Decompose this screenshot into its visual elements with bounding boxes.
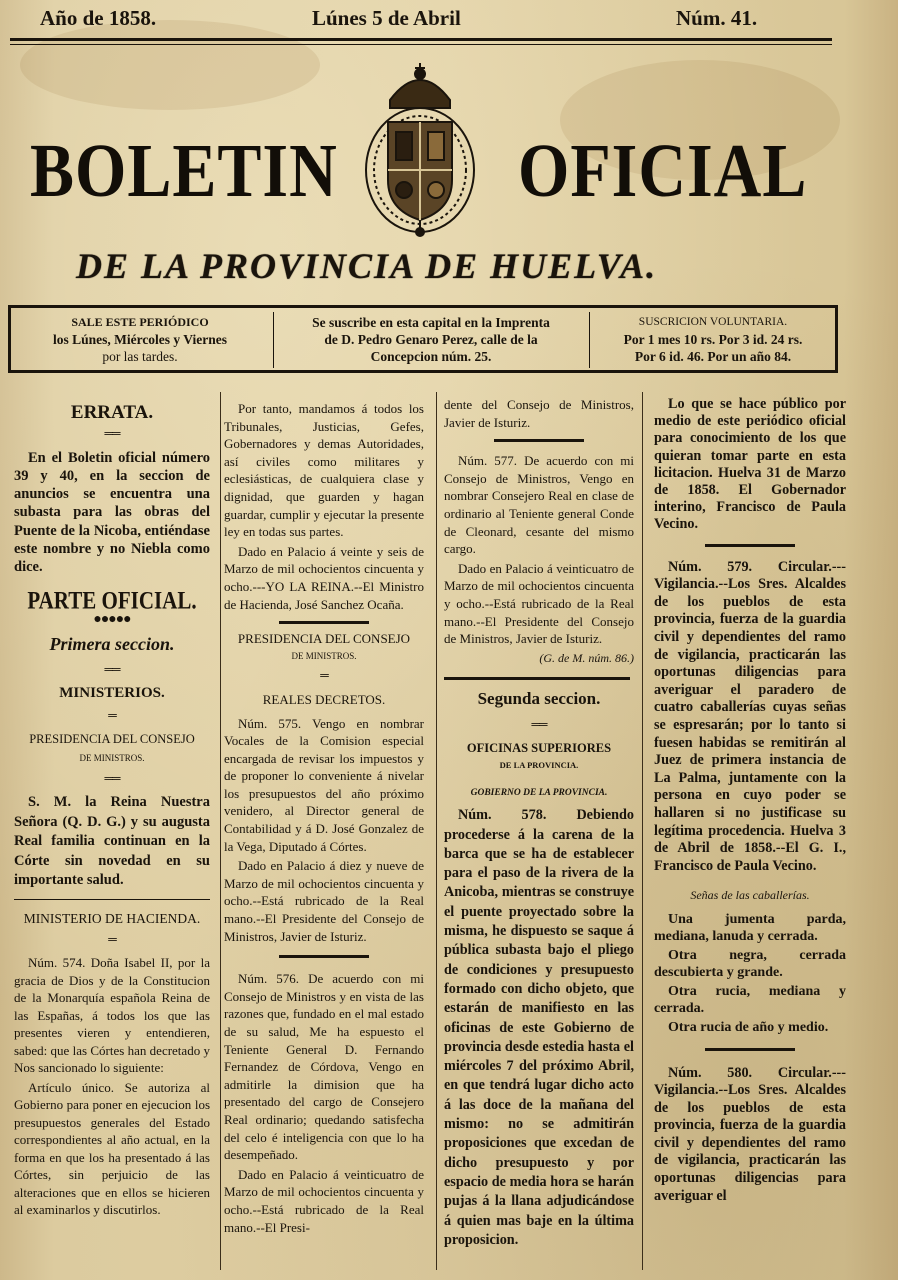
decree-576-signature: Dado en Palacio á veinticuatro de Marzo de mil ochocientos cincuenta y ocho.--Está rubricado de la Real mano.--El Presi-: [224, 1166, 424, 1235]
issue-number: Núm. 41.: [676, 6, 758, 30]
masthead-right: OFICIAL: [518, 129, 808, 214]
presidencia-heading-2: PRESIDENCIA DEL CONSEJO: [237, 631, 411, 647]
section-rule: [494, 439, 584, 442]
ornament: ═: [108, 708, 116, 723]
column-divider: [436, 392, 437, 1270]
ornament: ═: [108, 932, 116, 947]
column-1: [14, 400, 210, 1221]
decree-577-signature: Dado en Palacio á veinticuatro de Marzo de mil ochocientos cincuenta y ocho.--Está rubricado de la Real mano.--El Presidente del Consejo de Ministros, Javier de Isturiz.: [444, 560, 634, 647]
primera-seccion-heading: Primera seccion.: [49, 634, 175, 655]
issue-date: Lúnes 5 de Abril: [312, 6, 461, 30]
circular-579: Núm. 579. Circular.---Vigilancia.--Los Sres. Alcaldes de los pueblos de esta provincia, fuerza de la guardia civil y dependientes del ramo de vigilancia, practicarán las oportunas diligencias para averiguar el paradero de cuatro caballerías cuyas señas se espresarán; por lo tanto si fuesen habidas se remitirán al Juez de primera instancia de La Palma, juntamente con la persona en cuyo poder se hallaren si no justificase su legítima procedencia. Huelva 3 de Abril de 1858.--El G. I., Francisco de Paula Vecino.: [654, 558, 846, 874]
column-divider: [220, 392, 221, 1270]
subscription-infobox: [8, 305, 838, 373]
gobierno-heading: GOBIERNO DE LA PROVINCIA.: [470, 787, 608, 798]
ornament: ●●●●●: [93, 611, 131, 627]
column-4: [654, 396, 846, 1207]
animal-description-4: Otra rucia de año y medio.: [668, 1019, 829, 1035]
column-divider: [642, 392, 643, 1270]
reales-decretos-heading: REALES DECRETOS.: [262, 691, 386, 707]
oficinas-subheading: DE LA PROVINCIA.: [499, 760, 579, 771]
header-rule-thin: [10, 44, 832, 45]
masthead-left: BOLETIN: [30, 129, 338, 214]
circular-580: Núm. 580. Circular.---Vigilancia.--Los Sres. Alcaldes de los pueblos de esta provincia, fuerza de la guardia civil y dependientes del ramo de vigilancia, practicarán las oportunas diligencias para averiguar el: [654, 1064, 846, 1204]
ministerios-heading: MINISTERIOS.: [59, 684, 165, 701]
parte-oficial-heading: PARTE OFICIAL.: [27, 585, 197, 615]
masthead-subtitle: DE LA PROVINCIA DE HUELVA.: [76, 246, 658, 286]
animal-description-1: Una jumenta parda, mediana, lanuda y cerrada.: [654, 911, 846, 944]
presidencia-heading: PRESIDENCIA DEL CONSEJO: [29, 732, 195, 747]
reina-notice: S. M. la Reina Nuestra Señora (Q. D. G.) y su augusta Real familia continuan en la Córte sin novedad en su importante salud.: [14, 794, 210, 889]
issue-year: Año de 1858.: [40, 6, 157, 30]
ornament: ══: [531, 716, 547, 731]
ornament: ══: [104, 426, 120, 441]
section-rule: [279, 955, 369, 958]
section-rule: [279, 621, 369, 624]
ornament: ══: [104, 661, 120, 676]
decree-575: Núm. 575. Vengo en nombrar Vocales de la Comision especial encargada de revisar los impuestos y de proponer lo conveniente á nivelar los presupuestos del año próximo venidero, al Director general de Contabilidad y á D. José Gonzalez de la Vega, Diputado á Córtes.: [224, 715, 424, 854]
decree-575-signature: Dado en Palacio á diez y nueve de Marzo de mil ochocientos cincuenta y ocho.--Está rubricado de la Real mano.--El Presidente del Consejo de Ministros, Javier de Isturiz.: [224, 858, 424, 944]
publication-schedule: SALE ESTE PERIÓDICO los Lúnes, Miércoles y Viernes por las tardes.: [52, 315, 228, 364]
senas-heading: Señas de las caballerías.: [690, 888, 810, 903]
notice-578-closing: Lo que se hace público por medio de este periódico oficial para conocimiento de los que quieran tomar parte en esta licitacion. Huelva 31 de Marzo de 1858. El Gobernador interino, Francisco de Paula Vecino.: [654, 396, 846, 533]
decree-576: Núm. 576. De acuerdo con mi Consejo de Ministros y en vista de las razones que, fundado en el mal estado de su salud, Me ha espuesto el Teniente General D. Fernando Fernandez de Córdova, Vengo en admitirle la dimision que ha presentado del cargo de Consejero Real ordinario; quedando satisfecha del celo é inteligencia con que lo ha desempeñado.: [224, 971, 424, 1163]
decree-574-article: Artículo único. Se autoriza al Gobierno para poner en ejecucion los presupuestos generales del Estado correspondientes al año actual, en la forma en que los ha presentado á las Córtes, sin perjuicio de las alteraciones que en ellos se hicieren al examinarlos y discutirlos.: [14, 1079, 210, 1218]
section-rule: [444, 677, 630, 680]
subscription-prices: SUSCRICION VOLUNTARIA. Por 1 mes 10 rs. Por 3 id. 24 rs. Por 6 id. 46. Por un año 84.: [623, 316, 803, 364]
presidencia-subheading: DE MINISTROS.: [79, 752, 145, 763]
infobox-divider: [589, 312, 590, 368]
errata-heading: ERRATA.: [70, 402, 154, 423]
animal-description-3: Otra rucia, mediana y cerrada.: [654, 983, 846, 1016]
segunda-seccion-heading: Segunda seccion.: [477, 689, 601, 709]
ornament: ══: [104, 771, 120, 786]
hacienda-heading: MINISTERIO DE HACIENDA.: [23, 910, 201, 926]
decree-574-mandate: Por tanto, mandamos á todos los Tribunales, Justicias, Gefes, Gobernadores y demas Autoridades, así civiles como militares y eclesiásticas, de cualquiera clase y dignidad, que guarden y hagan guardar, cumplir y ejecutar la presente ley en todas sus partes.: [224, 401, 424, 540]
decree-574: Núm. 574. Doña Isabel II, por la gracia de Dios y de la Constitucion de la Monarquía española Reina de las Españas, á todos los que las presentes vieren y entendieren, sabed: que las Córtes han decretado y Nos sancionado lo siguiente:: [14, 955, 210, 1076]
presidencia-subheading-2: DE MINISTROS.: [291, 650, 357, 661]
ornament: ═: [320, 668, 328, 683]
section-rule: [705, 1048, 795, 1051]
notice-578: Núm. 578. Debiendo procederse á la carena de la barca que se ha de establecer para el paso de la rivera de la Anicoba, mientras se construye el puente proyectado sobre la misma, he dispuesto se saque á pública subasta bajo el pliego de condiciones y presupuesto formado con dicho objeto, que estarán de manifiesto en las oficinas de este Gobierno de provincia desde estedia hasta el miércoles 7 del próximo Abril, en que tendrá lugar dicho acto á las doce de la mañana del mismo: no se admitirán proposiciones que excedan de dicho presupuesto y por espacio de media hora se harán pujas á la llana adjudicándose á quien mas baje en la última proposicion.: [444, 807, 634, 1248]
subscription-address: Se suscribe en esta capital en la Imprenta de D. Pedro Genaro Perez, calle de la Concepcion núm. 25.: [312, 315, 550, 364]
section-rule: [14, 899, 210, 900]
header-rule: [10, 38, 832, 41]
decree-574-signature: Dado en Palacio á veinte y seis de Marzo de mil ochocientos cincuenta y ocho.---YO LA REINA.--El Ministro de Hacienda, José Sanchez Ocaña.: [224, 543, 424, 612]
coat-of-arms-icon: [360, 60, 480, 238]
decree-577: Núm. 577. De acuerdo con mi Consejo de Ministros, Vengo en nombrar Consejero Real en clase de ordinario al Teniente general Conde de Cleonard, cesante del mismo cargo.: [444, 453, 634, 557]
paper-stain: [20, 20, 320, 110]
column-3: [444, 396, 634, 1252]
section-rule: [705, 544, 795, 547]
oficinas-heading: OFICINAS SUPERIORES: [466, 740, 612, 755]
infobox-divider: [273, 312, 274, 368]
gaceta-reference: (G. de M. núm. 86.): [539, 650, 634, 665]
decree-576-continuation: dente del Consejo de Ministros, Javier de Isturiz.: [444, 397, 634, 430]
column-2: [224, 400, 424, 1238]
errata-text: En el Boletin oficial número 39 y 40, en la seccion de anuncios se encuentra una subasta para las obras del Puente de la Nicoba, entiéndase este nombre y no Niebla como dice.: [14, 449, 210, 576]
animal-description-2: Otra negra, cerrada descubierta y grande.: [654, 947, 846, 980]
